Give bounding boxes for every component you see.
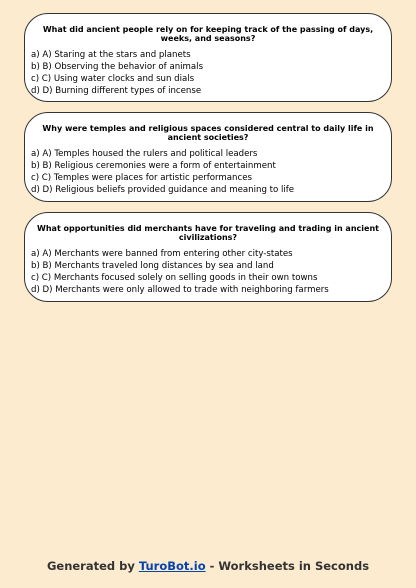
question-card — [24, 13, 392, 102]
answer-option: a) A) Temples housed the rulers and political leaders — [31, 149, 258, 159]
answer-option: a) A) Staring at the stars and planets — [31, 50, 191, 60]
answer-option: c) C) Temples were places for artistic performances — [31, 173, 252, 183]
answer-option: d) D) Merchants were only allowed to trade with neighboring farmers — [31, 285, 329, 295]
answer-option: c) C) Merchants focused solely on selling goods in their own towns — [31, 273, 318, 283]
footer-suffix: - Worksheets in Seconds — [205, 559, 370, 573]
question-text: What did ancient people rely on for keeping track of the passing of days, weeks, and seasons? — [42, 25, 374, 43]
answer-options — [25, 148, 391, 196]
answer-option: c) C) Using water clocks and sun dials — [31, 74, 195, 84]
footer-prefix: Generated by — [46, 559, 139, 573]
question-text: Why were temples and religious spaces considered central to daily life in ancient societies? — [42, 124, 374, 142]
answer-option: b) B) Religious ceremonies were a form of entertainment — [31, 161, 276, 171]
answer-options — [25, 248, 391, 296]
answer-options — [25, 49, 391, 97]
footer — [0, 559, 416, 573]
answer-option: a) A) Merchants were banned from entering other city-states — [31, 249, 293, 259]
answer-option: d) D) Burning different types of incense — [31, 86, 202, 96]
question-text: What opportunities did merchants have for traveling and trading in ancient civilizations? — [37, 224, 379, 242]
turobot-link[interactable]: TuroBot.io — [138, 559, 206, 573]
question-card — [24, 112, 392, 202]
answer-option: d) D) Religious beliefs provided guidance and meaning to life — [31, 185, 295, 195]
question-card — [24, 212, 392, 302]
answer-option: b) B) Merchants traveled long distances by sea and land — [31, 261, 274, 271]
answer-option: b) B) Observing the behavior of animals — [31, 62, 204, 72]
